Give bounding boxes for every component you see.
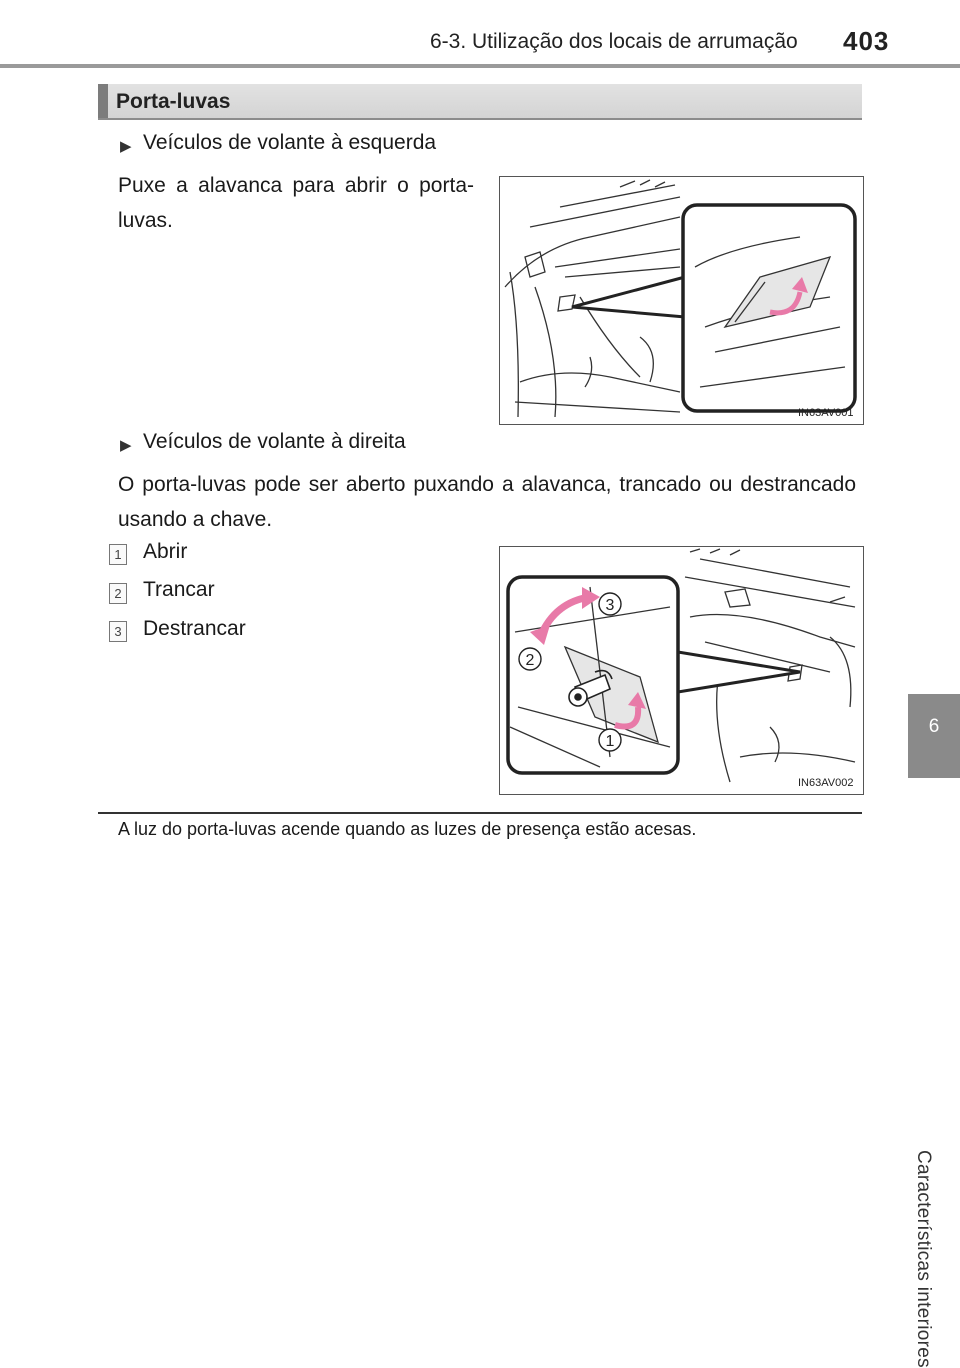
chapter-label: Características interiores bbox=[913, 1150, 934, 1368]
item-number-badge: 1 bbox=[109, 544, 127, 565]
section-title: Porta-luvas bbox=[116, 90, 231, 113]
callout-label: 1 bbox=[605, 733, 615, 750]
chapter-number: 6 bbox=[928, 716, 940, 737]
subsection-right-hand-title: Veículos de volante à direita bbox=[143, 430, 406, 453]
page-number: 403 bbox=[843, 26, 890, 56]
figure-code: IN63AV001 bbox=[798, 407, 854, 419]
glovebox-key-illustration bbox=[500, 547, 863, 794]
callout-label: 3 bbox=[605, 597, 615, 614]
subsection-left-hand-title: Veículos de volante à esquerda bbox=[143, 131, 437, 154]
header-rule bbox=[0, 64, 960, 68]
note-rule bbox=[98, 812, 862, 814]
left-hand-instructions: Puxe a alavanca para abrir o porta-luvas. bbox=[118, 174, 474, 232]
figure-code: IN63AV002 bbox=[798, 777, 854, 789]
item-label-lock: Trancar bbox=[143, 578, 215, 601]
callout-label: 2 bbox=[525, 652, 535, 669]
triangle-bullet-icon: ▶ bbox=[120, 437, 132, 454]
running-header-title: 6-3. Utilização dos locais de arrumação bbox=[430, 30, 798, 53]
item-number-badge: 3 bbox=[109, 621, 127, 642]
figure-left-hand-glovebox bbox=[499, 176, 864, 425]
section-title-underline bbox=[98, 118, 862, 120]
glovebox-lever-illustration bbox=[500, 177, 863, 424]
section-title-accent bbox=[98, 84, 108, 118]
item-label-open: Abrir bbox=[143, 540, 188, 563]
item-label-unlock: Destrancar bbox=[143, 617, 246, 640]
right-hand-instructions: O porta-luvas pode ser aberto puxando a alavanca, trancado ou destrancado usando a chave. bbox=[118, 473, 856, 531]
item-number-badge: 2 bbox=[109, 583, 127, 604]
note-text: A luz do porta-luvas acende quando as luzes de presença estão acesas. bbox=[118, 819, 697, 839]
triangle-bullet-icon: ▶ bbox=[120, 138, 132, 155]
figure-right-hand-glovebox bbox=[499, 546, 864, 795]
